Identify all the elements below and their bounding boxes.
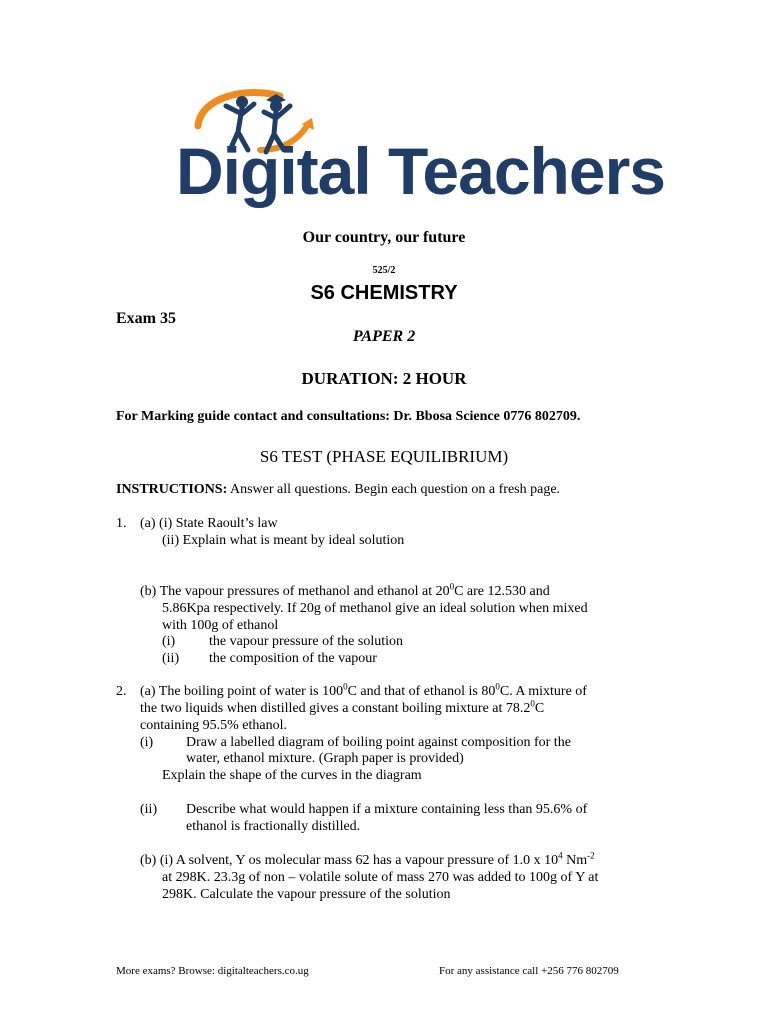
footer-right: For any assistance call +256 776 802709	[439, 965, 619, 977]
q1-number: 1.	[116, 516, 127, 531]
q1-b-i: the vapour pressure of the solution	[209, 634, 404, 649]
q2-b-line3: 298K. Calculate the vapour pressure of the solution	[162, 887, 451, 902]
q2-a-line1	[140, 681, 587, 699]
exponent: 4	[558, 850, 563, 861]
q2-a-line2-text: the two liquids when distilled gives a constant boiling mixture at 78.2	[140, 701, 531, 716]
footer-left: More exams? Browse: digitalteachers.co.ug	[116, 965, 309, 977]
q1-b-line1-text-end: C are 12.530 and	[454, 584, 550, 599]
q2-ii-line2: ethanol is fractionally distilled.	[186, 819, 361, 834]
exponent: -2	[587, 850, 595, 861]
instructions-text: Answer all questions. Begin each question on a fresh page.	[227, 482, 561, 497]
q1-b-line1-text: (b) The vapour pressures of methanol and ethanol at 20	[140, 584, 450, 599]
q1-a-ii: (ii) Explain what is meant by ideal solution	[162, 533, 405, 548]
digital-teachers-logo	[170, 88, 665, 230]
q1-a-i: (a) (i) State Raoult’s law	[140, 516, 278, 531]
logo-wordmark: Digital Teachers	[176, 134, 665, 208]
degree-mark: 0	[449, 581, 455, 592]
instructions	[116, 482, 560, 498]
q2-number: 2.	[116, 684, 127, 699]
q2-b-line2: at 298K. 23.3g of non – volatile solute of mass 270 was added to 100g of Y at	[162, 870, 599, 885]
q2-ii-label: (ii)	[140, 802, 158, 817]
q2-a-line2-text-end: C	[534, 701, 545, 716]
q2-a-line1-text-end: C. A mixture of	[499, 684, 587, 699]
test-title: S6 TEST (PHASE EQUILIBRIUM)	[259, 447, 509, 466]
exam-number: Exam 35	[116, 310, 176, 327]
q1-b-line1	[140, 581, 550, 599]
q2-b-line1	[140, 850, 595, 868]
contact-line: For Marking guide contact and consultations: Dr. Bbosa Science 0776 802709.	[116, 409, 581, 424]
q2-a-line1-text-mid: C and that of ethanol is 80	[347, 684, 496, 699]
degree-mark: 0	[530, 698, 535, 709]
degree-mark: 0	[495, 681, 500, 692]
q2-i-label: (i)	[140, 735, 154, 750]
paper-number: PAPER 2	[352, 328, 416, 345]
q1-b-ii-label: (ii)	[162, 651, 180, 666]
q1-b-line2: 5.86Kpa respectively. If 20g of methanol give an ideal solution when mixed	[162, 601, 588, 616]
q2-i-line3: Explain the shape of the curves in the diagram	[162, 768, 422, 783]
q1-b-i-label: (i)	[162, 634, 176, 649]
q1-b-line3: with 100g of ethanol	[162, 618, 279, 633]
q2-a-line1-text: (a) The boiling point of water is 100	[140, 684, 344, 699]
page-title: S6 CHEMISTRY	[310, 282, 458, 304]
q2-ii-line1: Describe what would happen if a mixture containing less than 95.6% of	[186, 802, 588, 817]
duration: DURATION: 2 HOUR	[301, 369, 467, 388]
q2-a-line3: containing 95.5% ethanol.	[140, 718, 287, 733]
q2-a-line2	[140, 698, 545, 716]
q2-b-unit: Nm	[562, 853, 588, 868]
paper-code: 525/2	[372, 265, 396, 276]
q1-b-ii: the composition of the vapour	[209, 651, 377, 666]
q2-i-line2: water, ethanol mixture. (Graph paper is provided)	[186, 751, 464, 766]
instructions-label: INSTRUCTIONS:	[116, 482, 228, 497]
q2-i-line1: Draw a labelled diagram of boiling point against composition for the	[186, 735, 571, 750]
degree-mark: 0	[343, 681, 348, 692]
tagline: Our country, our future	[302, 229, 466, 246]
q2-b-line1-text: (b) (i) A solvent, Y os molecular mass 62 has a vapour pressure of 1.0 x 10	[140, 853, 559, 868]
